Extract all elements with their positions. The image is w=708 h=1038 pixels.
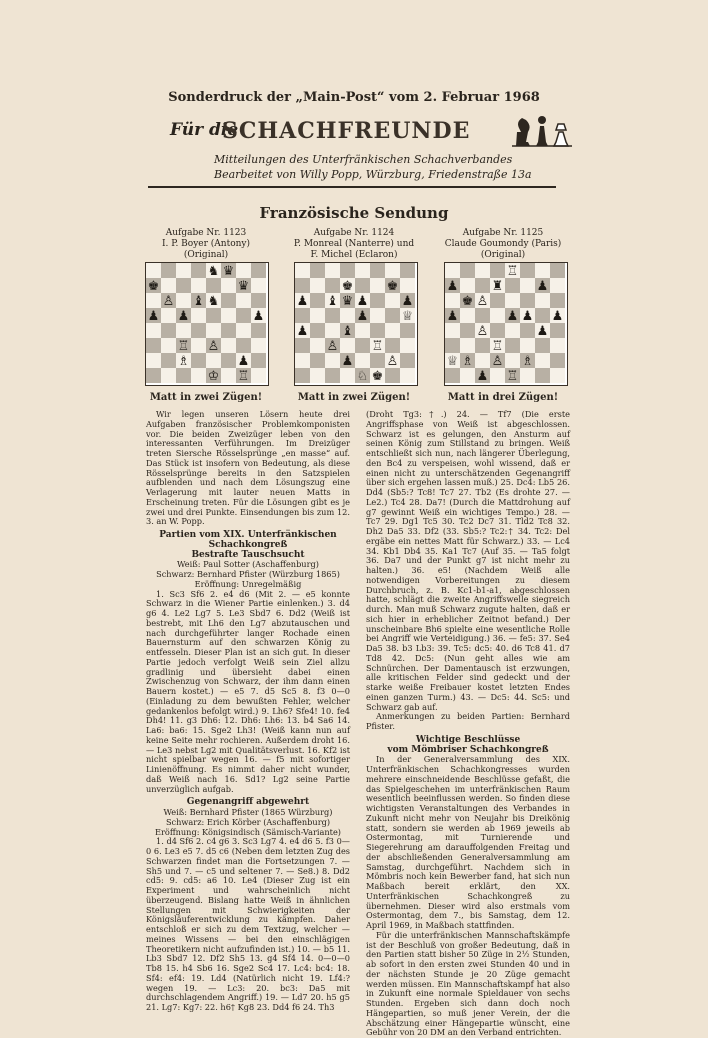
board-square [460, 323, 475, 338]
game1-opening: Eröffnung: Unregelmäßig [194, 578, 302, 589]
game1-moves: 1. Sc3 Sf6 2. e4 d6 (Mit 2. — e5 konnte Schwarz in die Wiener Partie einlenken.) 3. d4 g6 4. Le2 Lg7 5. Le3 Sbd7 6. Dd2 (Weiß ist bestrebt, mit Lh6 den Lg7 abzutauschen und nach durchgeführter langer Rochade einen Bauernsturm auf den schwarzen König zu entfesseln. Dieser Plan ist an sich gut. In dieser Partie jedoch verfolgt Weiß sein Ziel allzu gradlinig und übersieht dabei einen Zwischenzug von Schwarz, der ihm dann einen Bauern kostet.) — e5 7. d5 Sc5 8. f3 0—0 (Einladung zu dem bewußten Fehler, welcher gedankenlos befolgt wird.) 9. Lh6? Sfe4! 10. fe4 Dh4! 11. g3 Dh6: 12. Dh6: Lh6: 13. b4 Sa6 14. La6: ba6: 15. Sge2 Lh3! (Weiß kann nun auf keine Seite mehr rochieren. Außerdem droht 16. — Le3 nebst Lg2 mit Qualitätsverlust. 16. Kf2 ist nicht spielbar wegen 16. — f5 mit sofortiger Linienöffnung. Es nimmt daher nicht wunder, daß Weiß nach 16. Sd1? Lg2 seine Partie unverzüglich aufgab. [146, 588, 350, 794]
problem-1-author2: (Original) [183, 250, 229, 260]
chess-piece-icon: ♚ [341, 279, 354, 294]
chess-piece-icon: ♟ [446, 309, 459, 324]
intro-paragraph: Wir legen unseren Lösern heute drei Aufgaben französischer Problemkomponisten vor. Die beiden Zweizüger leben von den interessanten Verführungen. Im Dreizüger treten Siersche Rösselsprünge „en masse“ auf. Das Stück ist insofern von Bedeutung, als diese Rösselsprünge bereits in den Satzspielen aufblenden und nach dem Lösungszug eine Verlagerung mit lauter neuen Matts in Erscheinung treten. Für die Lösungen gibt es je zwei und drei Punkte. Einsendungen bis zum 12. 3. an W. Popp. [146, 409, 350, 527]
board-square [206, 278, 221, 293]
heading-bestrafte: Bestrafte Tauschsucht [191, 549, 305, 560]
board-square [310, 323, 325, 338]
chess-board-2 [294, 262, 418, 386]
board-square [206, 353, 221, 368]
chess-piece-icon: ♖ [506, 369, 519, 383]
board-square [505, 278, 520, 293]
problem-2-author: P. Monreal (Nanterre) und [293, 239, 415, 249]
board-square [310, 308, 325, 323]
board-square [310, 263, 325, 278]
board-square [221, 278, 236, 293]
problem-3-author: Claude Goumondy (Paris) [444, 239, 562, 249]
board-square [385, 338, 400, 353]
problem-2-number: Aufgabe Nr. 1124 [313, 228, 395, 238]
board-square [161, 368, 176, 383]
board-square [475, 308, 490, 323]
masthead-subtitle-2: Bearbeitet von Willy Popp, Würzburg, Friedenstraße 13a [214, 168, 532, 181]
masthead-subtitle-1: Mitteilungen des Unterfränkischen Schachverbandes [214, 153, 513, 166]
board-square [490, 368, 505, 383]
chess-piece-icon: ♟ [476, 369, 489, 383]
problem-2-heading [274, 228, 434, 261]
board-square [206, 308, 221, 323]
board-square [191, 368, 206, 383]
board-square [176, 293, 191, 308]
board-square [520, 278, 535, 293]
beschluesse-paragraph-2: Für die unterfränkischen Mannschaftskämpfe ist der Beschluß von großer Bedeutung, daß in den Partien statt bisher 50 Züge in 2½ Stunden, ab sofort in den ersten zwei Stunden 40 und in der nächsten Stunde je 20 Züge gemacht werden müssen. Ein Mannschaftskampf hat also in Zukunft eine normale Spieldauer von sechs Stunden. Ergeben sich dann doch noch Hängepartien, so muß jener Verein, der die Abschätzung einer Hängepartie wünscht, eine Gebühr von 20 DM an den Verband entrichten. [366, 929, 570, 1038]
board-square [236, 338, 251, 353]
chess-piece-icon: ♝ [192, 294, 205, 309]
board-square [236, 263, 251, 278]
board-square [176, 263, 191, 278]
board-square [445, 338, 460, 353]
board-square [385, 308, 400, 323]
chess-piece-icon: ♟ [296, 294, 309, 309]
board-square [370, 353, 385, 368]
board-square [146, 293, 161, 308]
problem-3-task: Matt in drei Zügen! [447, 392, 559, 403]
board-square [535, 353, 550, 368]
board-square [251, 263, 266, 278]
board-square [460, 278, 475, 293]
board-square [460, 368, 475, 383]
board-square [445, 368, 460, 383]
board-square [176, 368, 191, 383]
board-square [310, 278, 325, 293]
problem-1-number: Aufgabe Nr. 1123 [165, 228, 247, 238]
chess-piece-icon: ♚ [147, 279, 160, 294]
problem-3-heading [423, 228, 583, 261]
board-square [146, 368, 161, 383]
board-square [400, 263, 415, 278]
board-square [535, 368, 550, 383]
chess-piece-icon: ♙ [491, 354, 504, 369]
chess-piece-icon: ♟ [356, 309, 369, 324]
board-square [176, 278, 191, 293]
chess-piece-icon: ♖ [371, 339, 384, 354]
board-square [295, 353, 310, 368]
board-square [325, 263, 340, 278]
problem-1-task: Matt in zwei Zügen! [149, 392, 263, 403]
chess-piece-icon: ♟ [536, 324, 549, 339]
board-square [460, 308, 475, 323]
board-square [460, 263, 475, 278]
board-square [370, 263, 385, 278]
board-square [520, 338, 535, 353]
board-square [355, 353, 370, 368]
board-square [325, 368, 340, 383]
chess-piece-icon: ♜ [491, 279, 504, 294]
board-square [340, 263, 355, 278]
game2-continuation: (Droht Tg3:†.) 24. — Tf7 (Die erste Angriffsphase von Weiß ist abgeschlossen. Schwarz ist es gelungen, den Ansturm auf seinen König zum Stillstand zu bringen. Weiß entschließt sich nun, nach längerer Überlegung, den Bc4 zu verspeisen, wohl wissend, daß er einen nicht zu unterschätzenden Gegenangriff über sich ergehen lassen muß.) 25. Dc4: Lb5 26. Dd4 (Sb5:? Tc8! Tc7 27. Tb2 (Es drohte 27. — Le2.) Tc4 28. Da7! (Durch die Mattdrohung auf g7 gewinnt Weiß ein wichtiges Tempo.) 28. — Tc7 29. Dg1 Tc5 30. Tc2 Dc7 31. Tld2 Tc8 32. Dh2 Da5 33. Df2 (33. Sb5:? Tc2:† 34. Tc2: Del ergäbe ein nettes Matt für Schwarz.) 33. — Lc4 34. Kb1 Db4 35. Ka1 Tc7 (Auf 35. — Ta5 folgt 36. Da7 und der Punkt g7 ist nicht mehr zu halten.) 36. e5! (Nachdem Weiß alle notwendigen Vorbereitungen zu diesem Durchbruch, z. B. Kc1-b1-a1, abgeschlossen hatte, schlägt die zweite Angriffswelle siegreich durch. Man muß Schwarz zugute halten, daß er sich hier in erheblicher Zeitnot befand.) Der unscheinbare Bh6 spielte eine wesentliche Rolle bei Angriff wie Verteidigung.) 36. — fe5: 37. Se4 Da5 38. b3 Lb3: 39. Tc5: dc5: 40. d6 Tc8 41. d7 Td8 42. Dc5: (Nun geht alles wie am Schnürchen. Der Damentausch ist erzwungen, alle kritischen Felder sind gedeckt und der starke weiße Freibauer kostet letzten Endes einen ganzen Turm.) 43. — Dc5: 44. Sc5: und Schwarz gab auf. [366, 409, 570, 712]
board-square [236, 323, 251, 338]
board-square [520, 368, 535, 383]
board-square [146, 353, 161, 368]
chess-piece-icon: ♟ [237, 354, 250, 369]
game1-black: Schwarz: Bernhard Pfister (Würzburg 1865) [156, 569, 340, 579]
board-square [146, 323, 161, 338]
chess-piece-icon: ♙ [207, 339, 220, 354]
masthead-title: SCHACHFREUNDE [222, 118, 471, 144]
board-square [355, 323, 370, 338]
game2-white: Weiß: Bernhard Pfister (1865 Würzburg) [163, 807, 333, 817]
heading-beschluesse: Wichtige Beschlüsse [415, 734, 521, 745]
chess-piece-icon: ♞ [207, 264, 220, 279]
board-square [161, 278, 176, 293]
chess-piece-icon: ♝ [341, 324, 354, 339]
board-square [400, 278, 415, 293]
board-square [251, 368, 266, 383]
board-square [295, 263, 310, 278]
board-square [520, 293, 535, 308]
board-square [146, 338, 161, 353]
board-square [370, 293, 385, 308]
board-square [445, 293, 460, 308]
header-rule [148, 186, 556, 188]
board-square [295, 338, 310, 353]
board-square [251, 293, 266, 308]
board-square [370, 278, 385, 293]
board-square [460, 338, 475, 353]
board-square [385, 323, 400, 338]
chess-piece-icon: ♔ [207, 369, 220, 383]
chess-piece-icon: ♖ [237, 369, 250, 383]
board-square [221, 323, 236, 338]
board-square [251, 338, 266, 353]
chess-piece-icon: ♟ [551, 309, 564, 324]
board-square [535, 338, 550, 353]
chess-piece-icon: ♝ [326, 294, 339, 309]
board-square [355, 263, 370, 278]
board-square [221, 293, 236, 308]
chess-piece-icon: ♟ [252, 309, 265, 324]
board-square [490, 323, 505, 338]
board-square [400, 353, 415, 368]
heading-gegenangriff: Gegenangriff abgewehrt [186, 797, 310, 808]
problem-1-author: I. P. Boyer (Antony) [161, 239, 251, 249]
board-square [295, 308, 310, 323]
board-square [385, 293, 400, 308]
board-square [161, 308, 176, 323]
board-square [385, 263, 400, 278]
board-square [550, 353, 565, 368]
board-square [400, 368, 415, 383]
chess-piece-icon: ♗ [521, 354, 534, 369]
board-square [400, 323, 415, 338]
board-square [221, 308, 236, 323]
problem-1-heading [126, 228, 286, 261]
board-square [325, 308, 340, 323]
board-square [505, 293, 520, 308]
board-square [550, 368, 565, 383]
chess-piece-icon: ♙ [162, 294, 175, 309]
board-square [490, 263, 505, 278]
board-square [295, 278, 310, 293]
board-square [535, 308, 550, 323]
chess-piece-icon: ♚ [371, 369, 384, 383]
board-square [221, 338, 236, 353]
board-square [191, 338, 206, 353]
problem-3-author2: (Original) [480, 250, 526, 260]
chess-piece-icon: ♛ [222, 264, 235, 279]
chess-board-3 [444, 262, 568, 386]
chess-piece-icon: ♙ [476, 324, 489, 339]
section-title: Französische Sendung [259, 204, 449, 222]
heading-partien: Partien vom XIX. Unterfränkischen Schachkongreß [159, 530, 337, 550]
chess-piece-icon: ♛ [341, 294, 354, 309]
board-square [475, 338, 490, 353]
board-square [550, 278, 565, 293]
masthead-fur-die: Für die [170, 120, 239, 140]
left-column [146, 410, 350, 1013]
board-square [475, 278, 490, 293]
board-square [251, 323, 266, 338]
board-square [206, 323, 221, 338]
chess-piece-icon: ♟ [356, 294, 369, 309]
chess-piece-icon: ♚ [386, 279, 399, 294]
board-square [295, 368, 310, 383]
board-square [146, 263, 161, 278]
board-square [505, 338, 520, 353]
board-square [475, 263, 490, 278]
game2-black: Schwarz: Erich Körber (Aschaffenburg) [165, 816, 331, 827]
board-square [176, 323, 191, 338]
chess-piece-icon: ♙ [476, 294, 489, 309]
problem-2-author2: F. Michel (Eclaron) [310, 250, 398, 260]
board-square [445, 263, 460, 278]
chess-piece-icon: ♛ [237, 279, 250, 294]
problem-2-task: Matt in zwei Zügen! [297, 392, 411, 403]
board-square [325, 278, 340, 293]
board-square [310, 368, 325, 383]
board-square [310, 353, 325, 368]
annotations-credit: Anmerkungen zu beiden Partien: Bernhard Pfister. [366, 711, 570, 731]
board-square [236, 308, 251, 323]
board-square [520, 323, 535, 338]
board-square [535, 293, 550, 308]
game2-opening: Eröffnung: Königsindisch (Sämisch-Variante) [155, 826, 341, 837]
board-square [505, 353, 520, 368]
board-square [161, 263, 176, 278]
board-square [221, 353, 236, 368]
board-square [355, 338, 370, 353]
board-square [340, 368, 355, 383]
chess-piece-icon: ♖ [177, 339, 190, 354]
board-square [535, 263, 550, 278]
board-square [161, 338, 176, 353]
board-square [340, 338, 355, 353]
board-square [251, 353, 266, 368]
board-square [550, 323, 565, 338]
board-square [236, 293, 251, 308]
right-column [366, 410, 570, 1038]
board-square [191, 308, 206, 323]
chess-piece-icon: ♖ [491, 339, 504, 354]
board-square [385, 368, 400, 383]
board-square [161, 323, 176, 338]
game1-white: Weiß: Paul Sotter (Aschaffenburg) [177, 559, 319, 570]
problem-3-number: Aufgabe Nr. 1125 [462, 228, 544, 238]
heading-moembris: vom Mömbriser Schachkongreß [387, 744, 549, 755]
chess-piece-icon: ♙ [326, 339, 339, 354]
chess-piece-icon: ♟ [341, 354, 354, 369]
beschluesse-paragraph-1: In der Generalversammlung des XIX. Unterfränkischen Schachkongresses wurden mehrere einschneidende Beschlüsse gefaßt, die das Spielgeschehen im unterfränkischen Raum wesentlich beeinflussen werden. So finden diese wichtigsten Veranstaltungen des Verbandes in Zukunft nicht mehr von Neujahr bis Dreikönig statt, sondern sie werden ab 1969 jeweils ab Ostermontag, mit Turnierende und Siegerehrung am darauffolgenden Freitag und der abschließenden Generalversammlung am Samstag, durchgeführt. Nachdem sich in Mömbris noch kein Bewerber fand, hat sich nun Maßbach bereit erklärt, den XX. Unterfränkischen Schachkongreß zu übernehmen. Dieser wird also erstmals vom Ostermontag, dem 7., bis Samstag, dem 12. April 1969, in Maßbach stattfinden. [366, 754, 570, 930]
game2-moves: 1. d4 Sf6 2. c4 g6 3. Sc3 Lg7 4. e4 d6 5. f3 0—0 6. Le3 e5 7. d5 c6 (Neben dem letzten Zug des Schwarzen findet man die Fortsetzungen 7. — Sh5 und 7. — c5 und seltener 7. — Se8.) 8. Dd2 cd5: 9. cd5: a6 10. Le4 (Dieser Zug ist ein Experiment und wahrscheinlich nicht überzeugend. Bislang hatte Weiß in ähnlichen Stellungen mit Schwierigkeiten der Königsläuferentwicklung zu kämpfen. Daher entschloß er sich zu dem Textzug, welcher — meines Wissens — bei den einschlägigen Theoretikern nicht aufzufinden ist.) 10. — b5 11. Lb3 Sbd7 12. Df2 Sh5 13. g4 Sf4 14. 0—0—0 Tb8 15. h4 Sb6 16. Sge2 Sc4 17. Lc4: bc4: 18. Sf4: ef4: 19. Ld4 (Natürlich nicht 19. Lf4:? wegen 19. — Lc3: 20. bc3: Da5 mit durchschlagendem Angriff.) 19. — Ld7 20. h5 g5 21. Lg7: Kg7: 22. h6† Kg8 23. Dd4 f6 24. Th3 [146, 836, 350, 1012]
board-square [191, 353, 206, 368]
board-square [325, 323, 340, 338]
board-square [475, 353, 490, 368]
chess-board-1 [145, 262, 269, 386]
board-square [490, 308, 505, 323]
chess-piece-icon: ♟ [446, 279, 459, 294]
chess-piece-icon: ♟ [296, 324, 309, 339]
chess-piece-icon: ♚ [461, 294, 474, 309]
chess-piece-icon: ♟ [147, 309, 160, 324]
board-square [310, 293, 325, 308]
sonderdruck-line: Sonderdruck der „Main-Post“ vom 2. Februar 1968 [168, 90, 540, 105]
chess-piece-icon: ♟ [506, 309, 519, 324]
board-square [370, 323, 385, 338]
board-square [310, 338, 325, 353]
chess-piece-icon: ♗ [177, 354, 190, 369]
board-square [490, 293, 505, 308]
chess-piece-icon: ♕ [401, 309, 414, 324]
chess-piece-icon: ♙ [386, 354, 399, 369]
board-square [340, 308, 355, 323]
masthead [170, 118, 590, 142]
chess-piece-icon: ♟ [536, 279, 549, 294]
board-square [520, 263, 535, 278]
board-square [191, 263, 206, 278]
chess-piece-icon: ♞ [207, 294, 220, 309]
board-square [251, 278, 266, 293]
board-square [355, 278, 370, 293]
board-square [550, 293, 565, 308]
board-square [370, 308, 385, 323]
chess-piece-icon: ♖ [506, 264, 519, 279]
chess-piece-icon: ♗ [461, 354, 474, 369]
board-square [191, 278, 206, 293]
board-square [400, 338, 415, 353]
board-square [325, 353, 340, 368]
chess-piece-icon: ♟ [401, 294, 414, 309]
chess-pieces-logo-icon [510, 112, 574, 148]
board-square [221, 368, 236, 383]
chess-piece-icon: ♘ [356, 369, 369, 383]
board-square [445, 323, 460, 338]
chess-piece-icon: ♟ [177, 309, 190, 324]
board-square [505, 323, 520, 338]
board-square [550, 338, 565, 353]
board-square [161, 353, 176, 368]
chess-piece-icon: ♕ [446, 354, 459, 369]
chess-piece-icon: ♟ [521, 309, 534, 324]
board-square [191, 323, 206, 338]
board-square [550, 263, 565, 278]
